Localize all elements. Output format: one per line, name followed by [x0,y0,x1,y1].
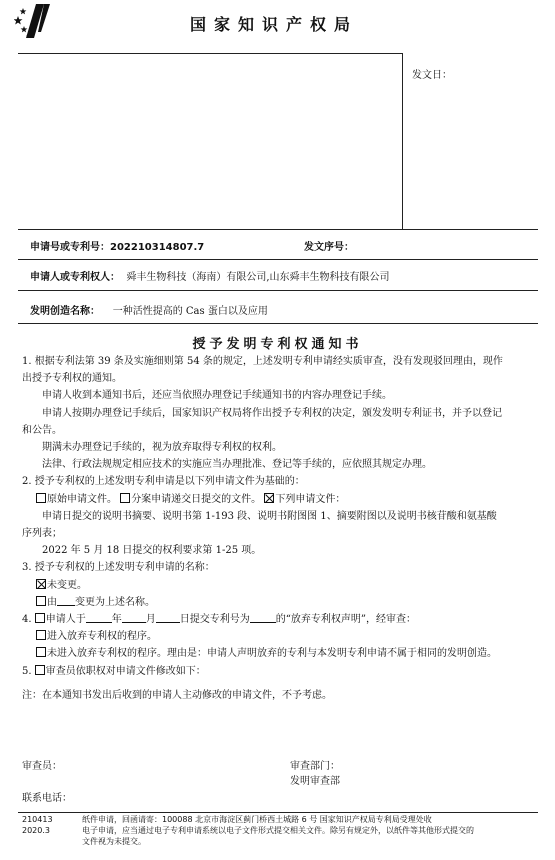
paragraph: 期满未办理登记手续的，视为放弃取得专利权的权利。 [42,442,282,454]
divider [18,229,538,230]
abandonment-option-not-enter [22,645,542,662]
paragraph: 1. 根据专利法第 39 条及实施细则第 54 条的规定，上述发明专利申请经实质审查，没有发现驳回理由，现作 [22,356,503,367]
blank-field[interactable] [57,596,75,606]
checkbox-unchanged-checked[interactable] [36,579,46,589]
office-name: 国家知识产权局 [190,15,359,34]
department-label: 审查部门： [290,761,340,772]
serial-number-label: 发文序号： [304,242,354,253]
checkbox-original[interactable] [36,493,46,503]
footer-line: 纸件申请，回函请寄：100088 北京市海淀区蓟门桥西土城路 6 号 国家知识产权局专利局受理处收 [82,815,432,824]
abandonment-row [22,611,542,628]
form-code: 210413 [22,815,53,824]
paragraph: 申请日提交的说明书摘要、说明书第 1-193 段、说明书附图图 1、摘要附图以及说明书核苷酸和氨基酸 [42,510,497,522]
applicant-label: 申请人或专利权人： [30,272,120,283]
basis-options [22,491,542,508]
paragraph: 序列表； [22,528,62,540]
option-label: 申请人于 [45,614,86,626]
notice-title: 授予发明专利权通知书 [192,337,363,352]
blank-field[interactable] [122,613,146,623]
form-version: 2020.3 [22,826,50,835]
checkbox-examiner-amendment[interactable] [35,665,45,675]
option-label: 由 [47,596,57,608]
applicant-row [30,268,390,283]
divider [18,323,538,324]
cnipa-logo-icon [14,2,52,40]
option-label: 未进入放弃专利权的程序。理由是：申请人声明放弃的专利与本发明专利申请不属于相同的发明创造。 [47,648,497,660]
option-label: 变更为上述名称。 [75,596,155,608]
send-date-label: 发文日： [412,70,452,81]
option-label: 月 [145,614,156,626]
checkbox-enter[interactable] [36,630,46,640]
option-label: 进入放弃专利权的程序。 [47,631,157,643]
abandonment-option-enter [22,628,542,645]
option-label: 的“放弃专利权声明”，经审查： [275,614,416,626]
checkbox-changed[interactable] [36,596,46,606]
notice-body [22,353,542,680]
page-header [0,0,555,42]
checkbox-abandonment[interactable] [35,613,45,623]
address-box [18,53,403,229]
application-number-label: 申请号或专利号： [30,242,110,253]
option-label: 下列申请文件： [275,493,346,505]
option-label: 日提交专利号为 [179,614,250,626]
paragraph: 申请人收到本通知书后，还应当依照办理登记手续通知书的内容办理登记手续。 [42,390,392,402]
divider [18,290,538,291]
footer-line: 文件视为未提交。 [82,836,146,846]
invention-title-value: 一种活性提高的 Cas 蛋白以及应用 [112,306,268,317]
blank-field[interactable] [250,613,276,623]
option-label: 分案申请递交日提交的文件。 [131,493,262,505]
examiner-amendment-row [22,663,542,680]
paragraph: 和公告。 [22,424,62,436]
item-number: 4. [22,614,32,626]
option-label: 年 [111,614,122,626]
paragraph: 申请人按期办理登记手续后，国家知识产权局将作出授予专利权的决定，颁发发明专利证书，并予以登记 [42,407,502,419]
option-label: 审查员依职权对申请文件修改如下： [45,665,206,677]
blank-field[interactable] [86,613,112,623]
application-number-value: 202210314807.7 [110,242,205,253]
invention-title-label: 发明创造名称： [30,306,100,317]
paragraph: 2. 授予专利权的上述发明专利申请是以下列申请文件为基础的： [22,476,305,488]
checkbox-not-enter[interactable] [36,647,46,657]
divider [18,259,538,260]
examiner-label: 审查员： [22,761,62,772]
invention-title-row [30,302,268,317]
option-label: 未变更。 [47,579,87,591]
name-option-unchanged [22,577,542,594]
footer-line: 电子申请，应当通过电子专利申请系统以电子文件形式提交相关文件。除另有规定外，以纸件等其他形式提交的 [82,826,474,835]
checkbox-following-checked[interactable] [264,493,274,503]
paragraph: 法律、行政法规规定相应技术的实施应当办理批准、登记等手续的，应依照其规定办理。 [42,459,432,471]
department-value: 发明审查部 [290,776,340,787]
paragraph: 2022 年 5 月 18 日提交的权利要求第 1-25 项。 [42,545,262,557]
serial-number-row [304,238,354,253]
option-label: 原始申请文件。 [47,493,117,505]
application-number-row [30,238,204,253]
blank-field[interactable] [156,613,180,623]
phone-label: 联系电话： [22,793,72,804]
paragraph: 出授予专利权的通知。 [22,373,122,385]
footer-divider [18,812,538,813]
notice-note: 注：在本通知书发出后收到的申请人主动修改的申请文件，不予考虑。 [22,690,332,701]
applicant-value: 舜丰生物科技（海南）有限公司,山东舜丰生物科技有限公司 [126,272,390,283]
checkbox-divisional[interactable] [120,493,130,503]
paragraph: 3. 授予专利权的上述发明专利申请的名称： [22,562,215,574]
name-option-changed [22,594,542,611]
item-number: 5. [22,665,32,677]
